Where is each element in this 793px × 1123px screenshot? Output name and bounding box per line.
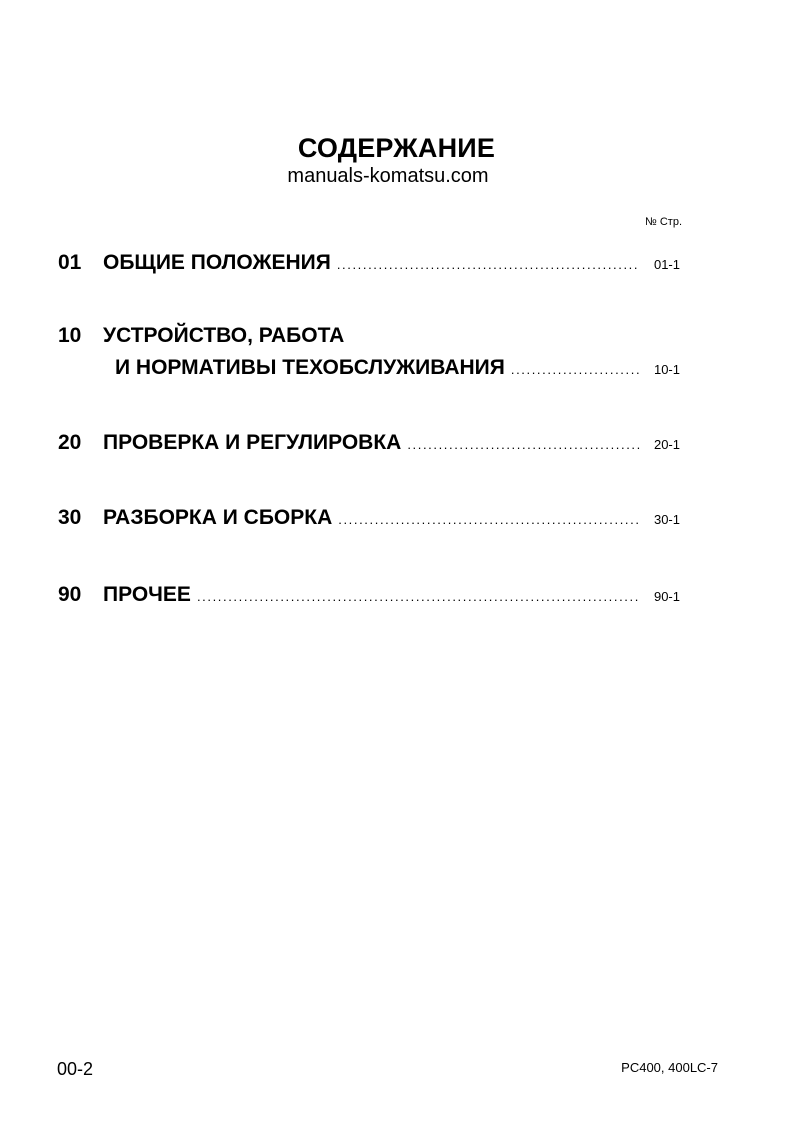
toc-entry-01[interactable] bbox=[58, 248, 680, 278]
toc-page-number[interactable]: 20-1 bbox=[653, 437, 680, 452]
toc-page-number[interactable]: 30-1 bbox=[653, 512, 680, 527]
toc-dot-leader bbox=[407, 430, 640, 460]
toc-entry-10[interactable] bbox=[58, 321, 680, 383]
page-column-header: № Стр. bbox=[644, 216, 682, 228]
toc-page-number[interactable]: 90-1 bbox=[653, 589, 680, 604]
toc-title[interactable]: ПРОВЕРКА И РЕГУЛИРОВКА bbox=[103, 431, 402, 454]
toc-dot-leader bbox=[511, 355, 640, 385]
toc-number: 01 bbox=[58, 251, 82, 274]
footer-model: PC400, 400LC-7 bbox=[621, 1060, 718, 1075]
toc-number: 10 bbox=[58, 324, 82, 347]
toc-page-number[interactable]: 01-1 bbox=[653, 257, 680, 272]
toc-entry-30[interactable] bbox=[58, 503, 680, 533]
toc-title[interactable]: ПРОЧЕЕ bbox=[103, 583, 191, 606]
page-subtitle: manuals-komatsu.com bbox=[287, 165, 489, 187]
toc-title[interactable]: УСТРОЙСТВО, РАБОТА bbox=[103, 324, 345, 347]
toc-title[interactable]: РАЗБОРКА И СБОРКА bbox=[103, 506, 333, 529]
toc-dot-leader bbox=[197, 582, 640, 612]
toc-dot-leader bbox=[338, 505, 640, 535]
toc-page-number[interactable]: 10-1 bbox=[653, 362, 680, 377]
toc-number: 90 bbox=[58, 583, 82, 606]
toc-title-continued[interactable]: И НОРМАТИВЫ ТЕХОБСЛУЖИВАНИЯ bbox=[115, 356, 505, 379]
toc-entry-90[interactable] bbox=[58, 580, 680, 610]
page-title: СОДЕРЖАНИЕ bbox=[297, 133, 496, 163]
toc-entry-20[interactable] bbox=[58, 428, 680, 458]
toc-number: 30 bbox=[58, 506, 82, 529]
toc-number: 20 bbox=[58, 431, 82, 454]
toc-dot-leader bbox=[337, 250, 640, 280]
toc-title[interactable]: ОБЩИЕ ПОЛОЖЕНИЯ bbox=[103, 251, 331, 274]
footer-page-number: 00-2 bbox=[57, 1059, 94, 1079]
